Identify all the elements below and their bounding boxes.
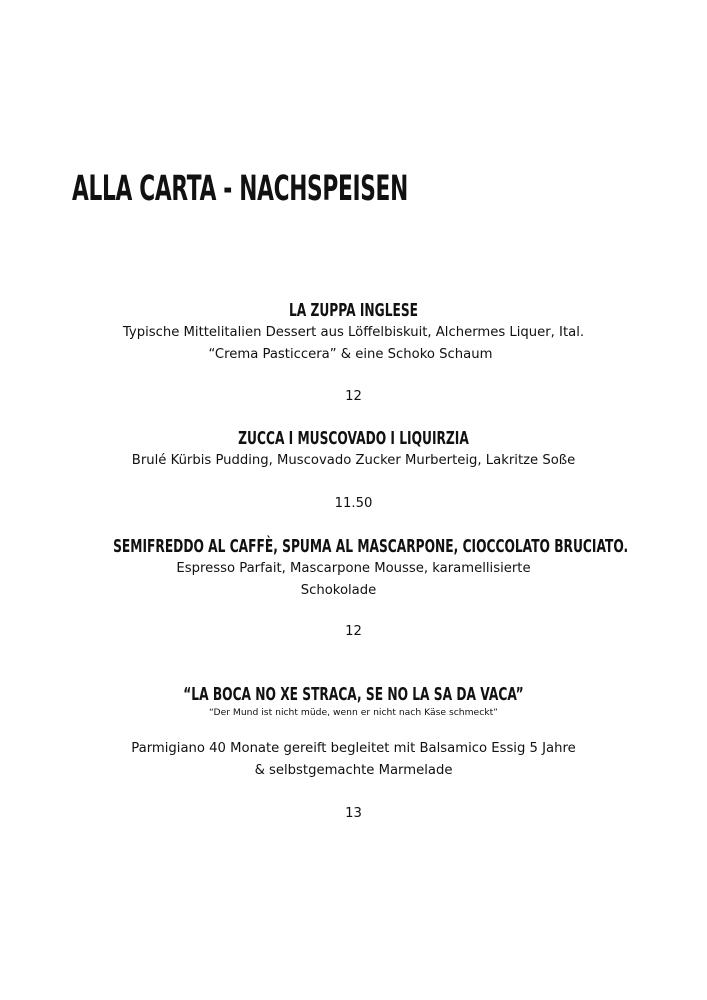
menu-item-price: 12 — [345, 624, 362, 639]
menu-item-description-line: “Crema Pasticcera” & eine Schoko Schaum — [208, 347, 493, 362]
menu-item-semifreddo — [0, 536, 707, 602]
menu-item-description-line: Espresso Parfait, Mascarpone Mousse, karamellisierte — [176, 561, 531, 576]
menu-item-note: “Der Mund ist nicht müde, wenn er nicht nach Käse schmeckt” — [209, 707, 498, 718]
page-title: ALLA CARTA - NACHSPEISEN — [72, 169, 408, 209]
menu-item-description-line: Typische Mittelitalien Dessert aus Löffelbiskuit, Alchermes Liquer, Ital. — [122, 325, 585, 340]
menu-item-description-line: Parmigiano 40 Monate gereift begleitet mit Balsamico Essig 5 Jahre — [131, 741, 576, 756]
menu-item-price: 11.50 — [334, 496, 373, 511]
menu-item-zucca — [0, 428, 707, 472]
menu-item-parmigiano — [0, 684, 707, 720]
menu-item-name: LA ZUPPA INGLESE — [288, 300, 419, 321]
menu-item-name: ZUCCA I MUSCOVADO I LIQUIRZIA — [238, 428, 469, 449]
menu-item-parmigiano-description — [0, 738, 707, 782]
menu-item-price: 12 — [345, 389, 362, 404]
menu-item-description-line: & selbstgemachte Marmelade — [254, 763, 453, 778]
menu-item-zuppa-inglese — [0, 300, 707, 366]
menu-item-description-line: Schokolade — [300, 583, 377, 598]
menu-item-price: 13 — [345, 806, 362, 821]
menu-item-name: “LA BOCA NO XE STRACA, SE NO LA SA DA VACA” — [183, 684, 524, 705]
menu-item-description-line: Brulé Kürbis Pudding, Muscovado Zucker Murberteig, Lakritze Soße — [131, 453, 576, 468]
menu-item-name: SEMIFREDDO AL CAFFÈ, SPUMA AL MASCARPONE, CIOCCOLATO BRUCIATO. — [113, 536, 629, 557]
